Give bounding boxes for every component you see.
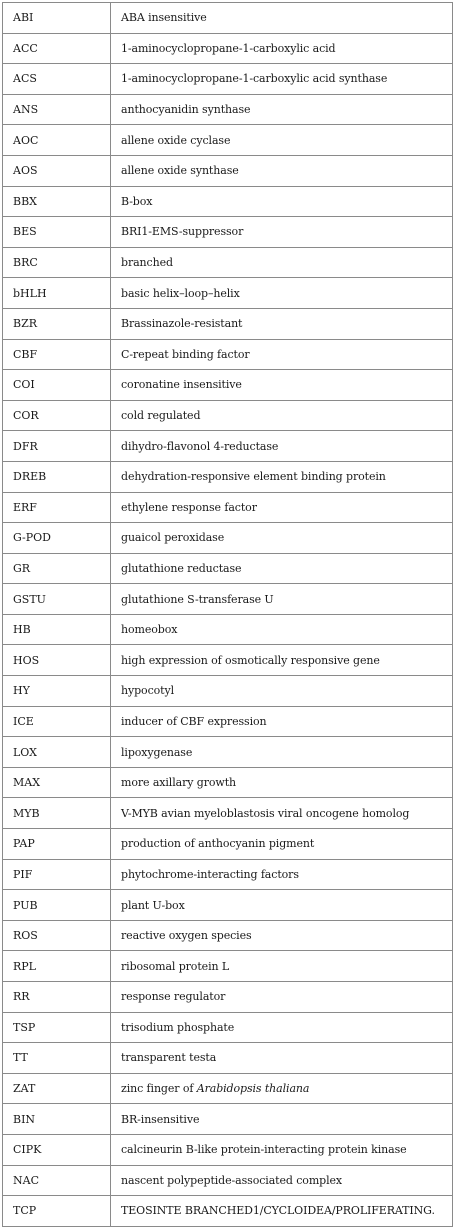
definition-text: trisodium phosphate <box>121 1020 235 1034</box>
table-row <box>3 890 453 921</box>
definition-text: production of anthocyanin pigment <box>121 837 315 851</box>
definition-text: inducer of CBF expression <box>121 714 267 728</box>
abbreviation-cell: ACC <box>3 33 111 64</box>
definition-cell <box>111 523 453 554</box>
abbreviation-cell: BZR <box>3 308 111 339</box>
definition-cell <box>111 125 453 156</box>
definition-cell <box>111 676 453 707</box>
definition-text: basic helix–loop–helix <box>121 286 240 300</box>
definition-text: dihydro-flavonol 4-reductase <box>121 439 279 453</box>
abbreviation-cell: DFR <box>3 431 111 462</box>
definition-cell <box>111 33 453 64</box>
definition-text: C-repeat binding factor <box>121 347 250 361</box>
abbreviation-cell: PIF <box>3 859 111 890</box>
abbreviation-cell: PUB <box>3 890 111 921</box>
definition-cell <box>111 706 453 737</box>
definition-text: cold regulated <box>121 409 201 423</box>
abbreviation-cell: CIPK <box>3 1134 111 1165</box>
definition-text: glutathione S-transferase U <box>121 592 274 606</box>
definition-cell <box>111 737 453 768</box>
definition-cell <box>111 217 453 248</box>
definition-cell <box>111 3 453 34</box>
table-row <box>3 1104 453 1135</box>
definition-text: B-box <box>121 194 153 208</box>
definition-cell <box>111 829 453 860</box>
definition-cell <box>111 982 453 1013</box>
definition-cell <box>111 186 453 217</box>
abbreviation-cell: ACS <box>3 64 111 95</box>
definition-text: ABA insensitive <box>121 11 207 25</box>
definition-text: V-MYB avian myeloblastosis viral oncogene homolog <box>121 806 410 820</box>
table-row <box>3 523 453 554</box>
table-row <box>3 920 453 951</box>
abbreviation-cell: BIN <box>3 1104 111 1135</box>
definition-text: Brassinazole-resistant <box>121 317 243 331</box>
definition-text: zinc finger of <box>121 1082 197 1096</box>
abbreviation-cell: NAC <box>3 1165 111 1196</box>
abbreviation-cell: ANS <box>3 94 111 125</box>
definition-cell <box>111 64 453 95</box>
abbreviations-table <box>2 2 453 1227</box>
definition-cell <box>111 94 453 125</box>
abbreviation-cell: BBX <box>3 186 111 217</box>
table-row <box>3 339 453 370</box>
table-row <box>3 278 453 309</box>
definition-cell <box>111 492 453 523</box>
table-row <box>3 3 453 34</box>
table-row <box>3 767 453 798</box>
table-row <box>3 155 453 186</box>
definition-text: BRI1-EMS-suppressor <box>121 225 244 239</box>
definition-text: ribosomal protein L <box>121 959 230 973</box>
abbreviation-cell: HB <box>3 614 111 645</box>
abbreviation-cell: ICE <box>3 706 111 737</box>
definition-text: guaicol peroxidase <box>121 531 225 545</box>
table-row <box>3 614 453 645</box>
abbreviation-cell: BRC <box>3 247 111 278</box>
definition-text: high expression of osmotically responsive gene <box>121 653 380 667</box>
definition-cell <box>111 859 453 890</box>
table-row <box>3 1012 453 1043</box>
abbreviation-cell: AOC <box>3 125 111 156</box>
definition-italic-text: Arabidopsis thaliana <box>196 1082 310 1096</box>
definition-text: calcineurin B-like protein-interacting protein kinase <box>121 1143 407 1157</box>
definition-cell <box>111 767 453 798</box>
definition-cell <box>111 461 453 492</box>
abbreviation-cell: COI <box>3 370 111 401</box>
table-row <box>3 798 453 829</box>
definition-text: response regulator <box>121 990 226 1004</box>
definition-text: anthocyanidin synthase <box>121 103 251 117</box>
table-row <box>3 461 453 492</box>
abbreviation-cell: MAX <box>3 767 111 798</box>
definition-text: BR-insensitive <box>121 1112 200 1126</box>
table-row <box>3 1043 453 1074</box>
definition-cell <box>111 308 453 339</box>
definition-text: nascent polypeptide-associated complex <box>121 1173 343 1187</box>
definition-cell <box>111 400 453 431</box>
abbreviations-table-body <box>3 3 453 1227</box>
abbreviation-cell: DREB <box>3 461 111 492</box>
abbreviation-cell: MYB <box>3 798 111 829</box>
definition-text: ethylene response factor <box>121 500 257 514</box>
definition-text: coronatine insensitive <box>121 378 242 392</box>
definition-cell <box>111 431 453 462</box>
definition-text: branched <box>121 256 173 270</box>
table-row <box>3 370 453 401</box>
definition-text: reactive oxygen species <box>121 929 252 943</box>
table-row <box>3 1196 453 1227</box>
definition-text: phytochrome-interacting factors <box>121 867 299 881</box>
abbreviation-cell: bHLH <box>3 278 111 309</box>
table-row <box>3 676 453 707</box>
table-row <box>3 64 453 95</box>
definition-cell <box>111 951 453 982</box>
table-row <box>3 553 453 584</box>
definition-text: 1-aminocyclopropane-1-carboxylic acid synthase <box>121 72 388 86</box>
table-row <box>3 186 453 217</box>
abbreviation-cell: ZAT <box>3 1073 111 1104</box>
table-row <box>3 645 453 676</box>
abbreviation-cell: CBF <box>3 339 111 370</box>
definition-text: transparent testa <box>121 1051 217 1065</box>
definition-cell <box>111 798 453 829</box>
abbreviation-cell: RPL <box>3 951 111 982</box>
table-row <box>3 1165 453 1196</box>
table-row <box>3 94 453 125</box>
table-row <box>3 431 453 462</box>
abbreviation-cell: LOX <box>3 737 111 768</box>
definition-cell <box>111 1165 453 1196</box>
table-row <box>3 400 453 431</box>
table-row <box>3 1134 453 1165</box>
definition-cell <box>111 155 453 186</box>
abbreviation-cell: TCP <box>3 1196 111 1227</box>
definition-cell <box>111 920 453 951</box>
abbreviation-cell: ABI <box>3 3 111 34</box>
definition-text: TEOSINTE BRANCHED1/CYCLOIDEA/PROLIFERATING. <box>121 1204 435 1218</box>
table-row <box>3 829 453 860</box>
table-row <box>3 492 453 523</box>
definition-text: hypocotyl <box>121 684 174 698</box>
definition-text: homeobox <box>121 623 178 637</box>
abbreviation-cell: BES <box>3 217 111 248</box>
abbreviation-cell: COR <box>3 400 111 431</box>
table-row <box>3 737 453 768</box>
definition-text: lipoxygenase <box>121 745 193 759</box>
definition-text: plant U-box <box>121 898 185 912</box>
definition-cell <box>111 553 453 584</box>
definition-cell <box>111 645 453 676</box>
definition-cell <box>111 278 453 309</box>
table-row <box>3 217 453 248</box>
abbreviation-cell: HOS <box>3 645 111 676</box>
table-row <box>3 859 453 890</box>
abbreviation-cell: AOS <box>3 155 111 186</box>
definition-cell <box>111 584 453 615</box>
definition-text: allene oxide cyclase <box>121 133 231 147</box>
definition-cell <box>111 1134 453 1165</box>
abbreviation-cell: ROS <box>3 920 111 951</box>
table-row <box>3 982 453 1013</box>
definition-text: glutathione reductase <box>121 561 242 575</box>
definition-text: more axillary growth <box>121 776 237 790</box>
definition-cell <box>111 1196 453 1227</box>
table-row <box>3 706 453 737</box>
table-row <box>3 951 453 982</box>
table-row <box>3 308 453 339</box>
definition-cell <box>111 1073 453 1104</box>
abbreviation-cell: TT <box>3 1043 111 1074</box>
definition-cell <box>111 1104 453 1135</box>
definition-text: 1-aminocyclopropane-1-carboxylic acid <box>121 41 336 55</box>
definition-cell <box>111 614 453 645</box>
definition-cell <box>111 370 453 401</box>
abbreviation-cell: RR <box>3 982 111 1013</box>
abbreviation-cell: TSP <box>3 1012 111 1043</box>
table-row <box>3 33 453 64</box>
table-row <box>3 247 453 278</box>
definition-cell <box>111 1012 453 1043</box>
table-row <box>3 1073 453 1104</box>
abbreviation-cell: GR <box>3 553 111 584</box>
definition-cell <box>111 339 453 370</box>
table-row <box>3 125 453 156</box>
definition-text: allene oxide synthase <box>121 164 239 178</box>
table-row <box>3 584 453 615</box>
abbreviation-cell: PAP <box>3 829 111 860</box>
definition-cell <box>111 1043 453 1074</box>
abbreviation-cell: ERF <box>3 492 111 523</box>
abbreviation-cell: HY <box>3 676 111 707</box>
definition-text: dehydration-responsive element binding protein <box>121 470 386 484</box>
definition-cell <box>111 890 453 921</box>
definition-cell <box>111 247 453 278</box>
abbreviation-cell: GSTU <box>3 584 111 615</box>
abbreviation-cell: G-POD <box>3 523 111 554</box>
